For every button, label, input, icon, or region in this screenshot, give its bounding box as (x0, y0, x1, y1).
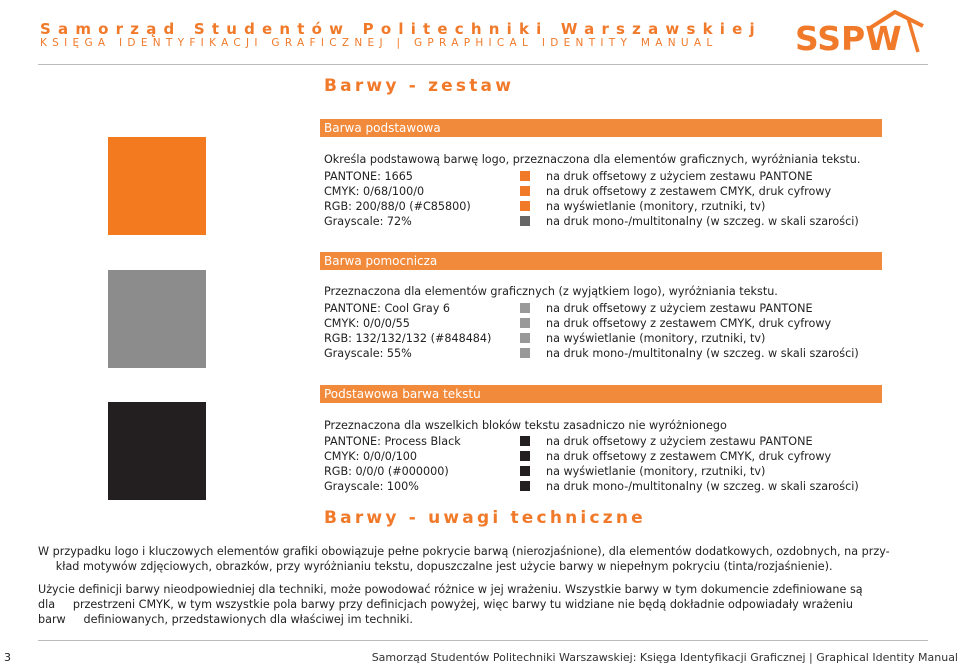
section-bar-secondary: Barwa pomocnicza (320, 252, 882, 270)
tech-notes-body (38, 544, 908, 635)
header-subtitle: KSIĘGA IDENTYFIKACJI GRAFICZNEJ | GPRAPHICAL IDENTITY MANUAL (40, 37, 718, 49)
footer-divider (38, 640, 928, 641)
mini-swatch (520, 436, 530, 446)
secondary-color-swatch (108, 270, 206, 368)
mini-swatch (520, 186, 530, 196)
tech-note-paragraph: W przypadku logo i kluczowych elementów grafiki obowiązuje pełne pokrycie barwą (nierozjaśnione), dla elementów dodatkowych, ozdobnych, na przy- kład motywów zdjęciowych, obrazków, przy wyróżnianiu tekstu, dopuszczalne jest użycie barwy w niepełnym pokryciu (tinta/rozjaśnienie). (38, 545, 890, 573)
header-divider (38, 64, 928, 65)
page-number: 3 (4, 651, 11, 664)
sspw-logo (795, 6, 925, 56)
mini-swatch (520, 201, 530, 211)
mini-swatch (520, 333, 530, 343)
section-intro: Określa podstawową barwę logo, przeznaczona dla elementów graficznych, wyróżniania tekstu. (324, 153, 861, 166)
section-bar-text-color: Podstawowa barwa tekstu (320, 385, 882, 403)
mini-swatch (520, 466, 530, 476)
page-title: Barwy - zestaw (324, 76, 515, 96)
logo-text: SSPW (795, 19, 902, 56)
footer-text: Samorząd Studentów Politechniki Warszawskiej: Księga Identyfikacji Graficznej | Graphical Identity Manual (371, 651, 958, 664)
mini-swatch (520, 318, 530, 328)
section-intro: Przeznaczona dla wszelkich bloków tekstu zasadniczo nie wyróżnionego (324, 419, 727, 432)
mini-swatch (520, 216, 530, 226)
tech-note-paragraph: Użycie definicji barwy nieodpowiedniej dla techniki, może powodować różnice w jej wrażeniu. Wszystkie barwy w tym dokumencie zdefiniowane są dla przestrzeni CMYK, w tym wszystkie pola barwy przy definicjach powyżej, więc barwy tu widziane nie będą dokładnie odpowiadały wrażeniu barw definiowanych, przedstawionych dla właściwej im techniki. (38, 583, 863, 626)
tech-notes-title: Barwy - uwagi techniczne (324, 508, 646, 528)
mini-swatch (520, 171, 530, 181)
header-title: Samorząd Studentów Politechniki Warszawskiej (40, 20, 762, 38)
text-color-swatch (108, 402, 206, 500)
mini-swatch (520, 451, 530, 461)
mini-swatch (520, 348, 530, 358)
mini-swatch (520, 481, 530, 491)
primary-color-swatch (108, 137, 206, 235)
section-bar-primary: Barwa podstawowa (320, 119, 882, 137)
section-intro: Przeznaczona dla elementów graficznych (z wyjątkiem logo), wyróżniania tekstu. (324, 285, 778, 298)
mini-swatch (520, 303, 530, 313)
